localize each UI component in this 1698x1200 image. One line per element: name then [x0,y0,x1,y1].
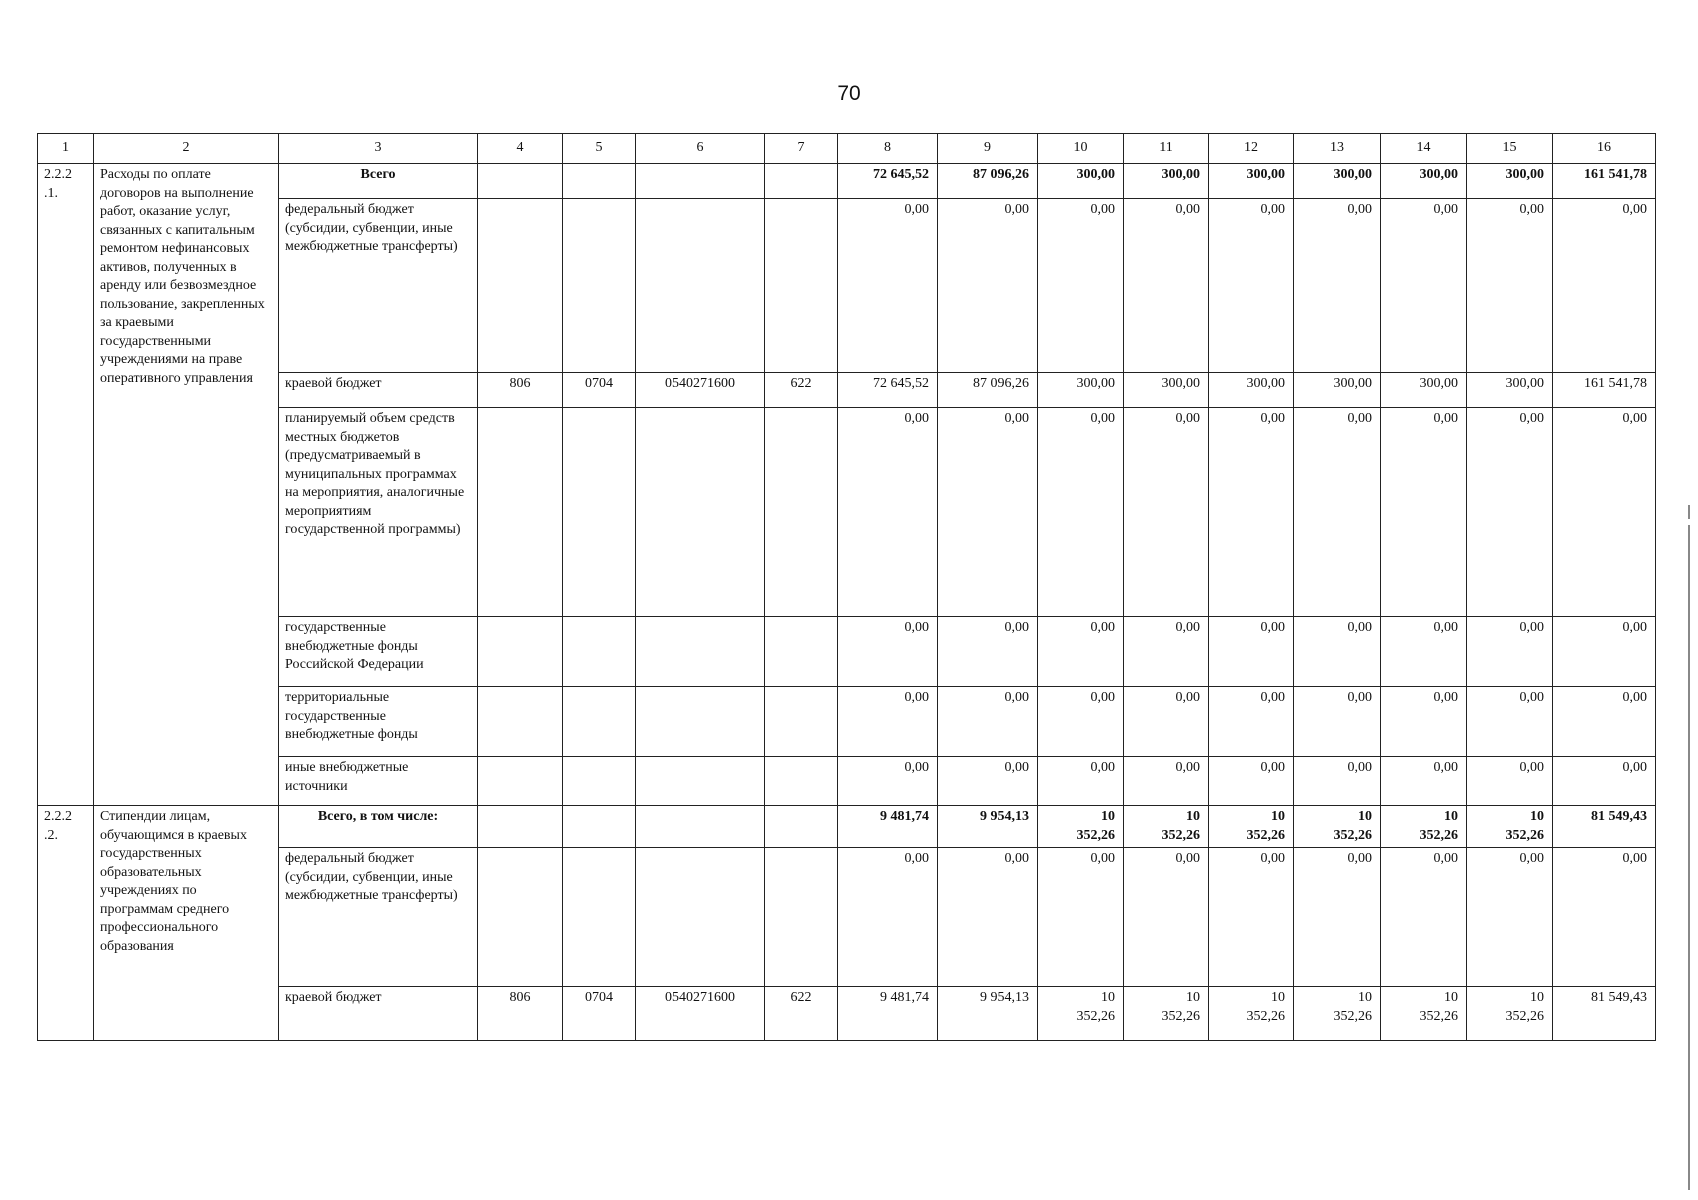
amount-cell: 9 481,74 [838,806,938,848]
amount-cell: 9 954,13 [938,987,1038,1041]
amount-cell: 0,00 [1124,199,1209,373]
cell-vr [765,757,838,806]
amount-cell: 300,00 [1038,373,1124,408]
amount-cell: 0,00 [1124,408,1209,617]
amount-cell: 0,00 [1209,757,1294,806]
amount-cell: 300,00 [1381,164,1467,199]
table-row [38,373,1656,408]
cell-csr [636,806,765,848]
amount-cell: 0,00 [1553,408,1656,617]
amount-cell: 0,00 [938,687,1038,757]
amount-cell: 10 352,26 [1124,987,1209,1041]
amount-cell: 0,00 [1038,408,1124,617]
amount-cell: 0,00 [1381,687,1467,757]
amount-cell: 300,00 [1294,164,1381,199]
header-cell: 11 [1124,134,1209,164]
amount-cell: 0,00 [1381,617,1467,687]
header-cell: 6 [636,134,765,164]
table-row [38,848,1656,987]
header-cell: 12 [1209,134,1294,164]
amount-cell: 300,00 [1124,373,1209,408]
cell-csr [636,199,765,373]
amount-cell: 9 481,74 [838,987,938,1041]
cell-vr: 622 [765,373,838,408]
table-row [38,617,1656,687]
amount-cell: 0,00 [838,408,938,617]
amount-cell: 0,00 [1553,757,1656,806]
amount-cell: 0,00 [1294,687,1381,757]
item-description: Стипендии лицам, обучающимся в краевых государственных образовательных учреждениях по программам среднего профессионального образования [94,806,279,1041]
header-row [38,134,1656,164]
funding-source: федеральный бюджет (субсидии, субвенции, иные межбюджетные трансферты) [279,848,478,987]
table-row [38,687,1656,757]
amount-cell: 0,00 [1553,617,1656,687]
cell-grbs [478,199,563,373]
cell-csr: 0540271600 [636,373,765,408]
item-code: 2.2.2 .2. [38,806,94,1041]
cell-csr [636,408,765,617]
cell-vr [765,687,838,757]
header-cell: 16 [1553,134,1656,164]
scan-edge-line [1688,525,1690,1190]
amount-cell: 0,00 [938,199,1038,373]
header-cell: 8 [838,134,938,164]
table-row [38,199,1656,373]
cell-rzpr [563,687,636,757]
amount-cell: 10 352,26 [1038,806,1124,848]
header-cell: 4 [478,134,563,164]
amount-cell: 0,00 [1467,408,1553,617]
amount-cell: 72 645,52 [838,373,938,408]
cell-grbs [478,164,563,199]
cell-grbs [478,806,563,848]
amount-cell: 0,00 [1294,408,1381,617]
header-cell: 3 [279,134,478,164]
amount-cell: 0,00 [1467,617,1553,687]
amount-cell: 161 541,78 [1553,164,1656,199]
item-code: 2.2.2 .1. [38,164,94,806]
table-row [38,806,1656,848]
cell-vr [765,617,838,687]
amount-cell: 0,00 [838,617,938,687]
amount-cell: 0,00 [1038,617,1124,687]
amount-cell: 0,00 [1553,687,1656,757]
cell-rzpr [563,408,636,617]
funding-source: планируемый объем средств местных бюджетов (предусматриваемый в муниципальных программах на мероприятия, аналогичные мероприятиям государственной программы) [279,408,478,617]
amount-cell: 0,00 [1124,687,1209,757]
amount-cell: 161 541,78 [1553,373,1656,408]
amount-cell: 300,00 [1038,164,1124,199]
header-cell: 14 [1381,134,1467,164]
cell-rzpr [563,199,636,373]
cell-grbs: 806 [478,373,563,408]
cell-grbs [478,757,563,806]
cell-grbs [478,687,563,757]
amount-cell: 0,00 [1294,199,1381,373]
amount-cell: 300,00 [1209,373,1294,408]
funding-source: Всего [279,164,478,199]
amount-cell: 300,00 [1294,373,1381,408]
amount-cell: 10 352,26 [1294,987,1381,1041]
amount-cell: 10 352,26 [1209,806,1294,848]
amount-cell: 0,00 [1209,408,1294,617]
amount-cell: 0,00 [1209,617,1294,687]
amount-cell: 300,00 [1209,164,1294,199]
amount-cell: 0,00 [1553,199,1656,373]
amount-cell: 10 352,26 [1467,987,1553,1041]
amount-cell: 0,00 [1124,848,1209,987]
amount-cell: 10 352,26 [1467,806,1553,848]
amount-cell: 300,00 [1467,373,1553,408]
amount-cell: 0,00 [938,848,1038,987]
amount-cell: 0,00 [1467,757,1553,806]
header-cell: 5 [563,134,636,164]
amount-cell: 81 549,43 [1553,806,1656,848]
amount-cell: 0,00 [1381,848,1467,987]
cell-grbs: 806 [478,987,563,1041]
amount-cell: 0,00 [1294,757,1381,806]
amount-cell: 0,00 [1381,199,1467,373]
cell-vr [765,164,838,199]
amount-cell: 0,00 [838,757,938,806]
amount-cell: 0,00 [1467,199,1553,373]
cell-csr [636,848,765,987]
cell-rzpr: 0704 [563,373,636,408]
amount-cell: 300,00 [1467,164,1553,199]
header-cell: 15 [1467,134,1553,164]
amount-cell: 10 352,26 [1038,987,1124,1041]
amount-cell: 0,00 [1381,757,1467,806]
cell-csr [636,617,765,687]
amount-cell: 0,00 [1124,757,1209,806]
amount-cell: 10 352,26 [1209,987,1294,1041]
amount-cell: 0,00 [1124,617,1209,687]
amount-cell: 81 549,43 [1553,987,1656,1041]
cell-csr [636,164,765,199]
amount-cell: 10 352,26 [1381,806,1467,848]
amount-cell: 0,00 [1038,848,1124,987]
cell-csr [636,757,765,806]
amount-cell: 0,00 [1467,687,1553,757]
cell-rzpr: 0704 [563,987,636,1041]
amount-cell: 10 352,26 [1124,806,1209,848]
amount-cell: 0,00 [938,757,1038,806]
header-cell: 10 [1038,134,1124,164]
funding-source: федеральный бюджет (субсидии, субвенции, иные межбюджетные трансферты) [279,199,478,373]
header-cell: 7 [765,134,838,164]
amount-cell: 0,00 [1381,408,1467,617]
amount-cell: 0,00 [838,199,938,373]
amount-cell: 0,00 [1294,848,1381,987]
funding-source: иные внебюджетные источники [279,757,478,806]
cell-rzpr [563,617,636,687]
cell-csr: 0540271600 [636,987,765,1041]
cell-grbs [478,408,563,617]
header-cell: 9 [938,134,1038,164]
funding-source: Всего, в том числе: [279,806,478,848]
amount-cell: 0,00 [1209,848,1294,987]
amount-cell: 0,00 [838,687,938,757]
funding-source: государственные внебюджетные фонды Российской Федерации [279,617,478,687]
cell-grbs [478,617,563,687]
amount-cell: 0,00 [1467,848,1553,987]
cell-rzpr [563,164,636,199]
cell-grbs [478,848,563,987]
amount-cell: 10 352,26 [1381,987,1467,1041]
table-body [38,164,1656,1041]
cell-vr [765,199,838,373]
amount-cell: 87 096,26 [938,373,1038,408]
amount-cell: 0,00 [1294,617,1381,687]
amount-cell: 0,00 [938,408,1038,617]
table-row [38,757,1656,806]
amount-cell: 0,00 [838,848,938,987]
cell-vr [765,408,838,617]
amount-cell: 9 954,13 [938,806,1038,848]
amount-cell: 0,00 [1209,687,1294,757]
cell-vr: 622 [765,987,838,1041]
funding-source: краевой бюджет [279,373,478,408]
amount-cell: 87 096,26 [938,164,1038,199]
page-number: 70 [837,82,861,105]
amount-cell: 0,00 [1038,199,1124,373]
table-row [38,164,1656,199]
amount-cell: 0,00 [1038,757,1124,806]
header-cell: 1 [38,134,94,164]
amount-cell: 0,00 [938,617,1038,687]
funding-source: краевой бюджет [279,987,478,1041]
item-description: Расходы по оплате договоров на выполнение работ, оказание услуг, связанных с капитальным ремонтом нефинансовых активов, полученных в аренду или безвозмездное пользование, закрепленных за краевыми государственными учреждениями на праве оперативного управления [94,164,279,806]
amount-cell: 300,00 [1124,164,1209,199]
cell-vr [765,848,838,987]
cell-rzpr [563,806,636,848]
cell-vr [765,806,838,848]
amount-cell: 300,00 [1381,373,1467,408]
cell-csr [636,687,765,757]
table-row [38,408,1656,617]
amount-cell: 72 645,52 [838,164,938,199]
cell-rzpr [563,848,636,987]
header-cell: 2 [94,134,279,164]
table-row [38,987,1656,1041]
amount-cell: 0,00 [1209,199,1294,373]
amount-cell: 0,00 [1038,687,1124,757]
cell-rzpr [563,757,636,806]
header-cell: 13 [1294,134,1381,164]
scan-edge-mark [1688,505,1690,519]
budget-table [37,133,1656,1041]
amount-cell: 0,00 [1553,848,1656,987]
amount-cell: 10 352,26 [1294,806,1381,848]
funding-source: территориальные государственные внебюджетные фонды [279,687,478,757]
